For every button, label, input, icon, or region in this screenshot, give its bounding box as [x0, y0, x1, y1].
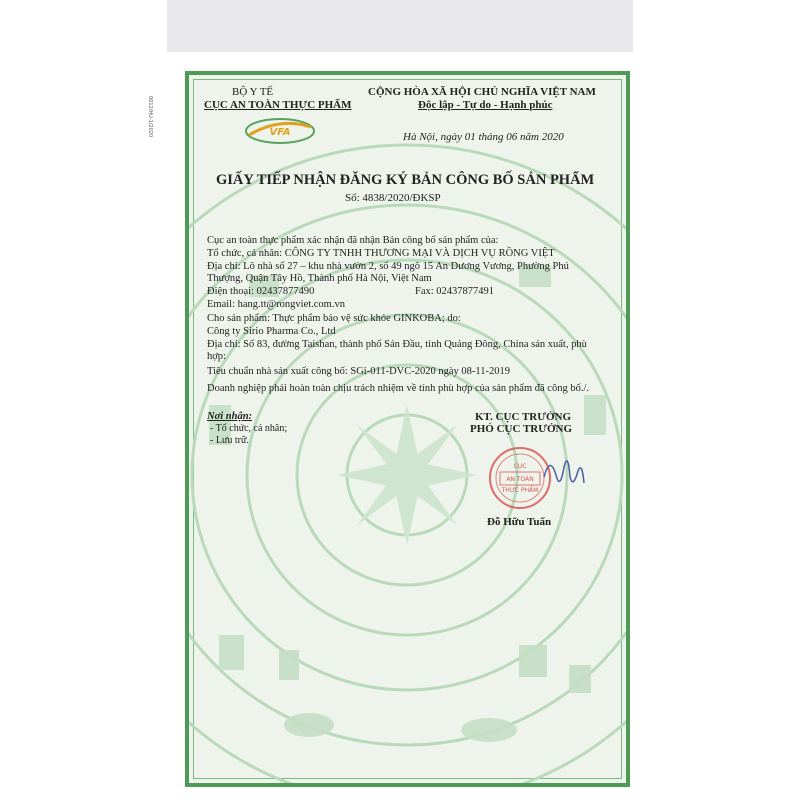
- responsibility: Doanh nghiệp phải hoàn toàn chịu trách nhiệm về tính phù hợp của sản phẩm đã công bố./.: [207, 383, 589, 394]
- recipient-item: - Lưu trữ.: [210, 435, 249, 446]
- side-identifier: [147, 96, 167, 146]
- email: Email: hang.tt@rongviet.com.vn: [207, 299, 345, 310]
- standard: Tiêu chuẩn nhà sản xuất công bố: SGi-011-DVC-2020 ngày 08-11-2019: [207, 366, 511, 377]
- fax: Fax: 02437877491: [415, 286, 495, 297]
- viewer-top-bar: [0, 0, 800, 62]
- manufacturer-address-2: hợp:: [207, 351, 226, 362]
- recipients-heading: Nơi nhận:: [207, 411, 253, 422]
- organization: Tổ chức, cá nhân: CÔNG TY TNHH THƯƠNG MẠI VÀ DỊCH VỤ RỒNG VIỆT: [207, 248, 555, 259]
- address-line-2: Thượng, Quận Tây Hồ, Thành phố Hà Nội, Việt Nam: [207, 273, 432, 284]
- document-title: GIẤY TIẾP NHẬN ĐĂNG KÝ BẢN CÔNG BỐ SẢN PHẨM: [216, 172, 595, 188]
- ministry-name: BỘ Y TẾ: [232, 86, 274, 98]
- intro-text: Cục an toàn thực phẩm xác nhận đã nhận Bản công bố sản phẩm của:: [207, 235, 499, 246]
- national-motto: Độc lập - Tự do - Hạnh phúc: [418, 99, 553, 111]
- manufacturer: Công ty Sirio Pharma Co., Ltd: [207, 326, 336, 337]
- signer-title-1: KT. CỤC TRƯỞNG: [475, 411, 572, 423]
- product: Cho sản phẩm: Thực phẩm bảo vệ sức khỏe GINKOBA; do:: [207, 313, 461, 324]
- recipient-item: - Tổ chức, cá nhân;: [210, 423, 288, 434]
- phone: Điện thoại: 02437877490: [207, 286, 315, 297]
- stamp-text: CỤC: [513, 463, 527, 470]
- issue-date: Hà Nội, ngày 01 tháng 06 năm 2020: [403, 131, 564, 143]
- vfa-logo-text: VFA: [269, 127, 291, 138]
- stamp-text: THỰC PHẨM: [501, 487, 539, 494]
- country-name: CỘNG HÒA XÃ HỘI CHỦ NGHĨA VIỆT NAM: [368, 86, 596, 98]
- viewer-shade: [167, 0, 633, 52]
- handwritten-signature: [538, 447, 588, 497]
- address-line-1: Địa chỉ: Lô nhà số 27 – khu nhà vườn 2, số 49 ngõ 15 An Dương Vương, Phường Phú: [207, 261, 569, 272]
- side-identifier-text: 0012/HU-1/2020: [147, 96, 153, 138]
- vfa-logo: [243, 117, 317, 145]
- stamp-text: AN TOÀN: [506, 476, 534, 483]
- document-number: Số: 4838/2020/ĐKSP: [345, 192, 441, 204]
- agency-name: CỤC AN TOÀN THỰC PHẨM: [204, 99, 352, 111]
- manufacturer-address-1: Địa chỉ: Số 83, đường Taishan, thành phố Sán Đầu, tỉnh Quảng Đông, China sản xuất, phù: [207, 339, 587, 350]
- signer-name: Đỗ Hữu Tuấn: [487, 516, 552, 528]
- signer-title-2: PHÓ CỤC TRƯỞNG: [470, 423, 573, 435]
